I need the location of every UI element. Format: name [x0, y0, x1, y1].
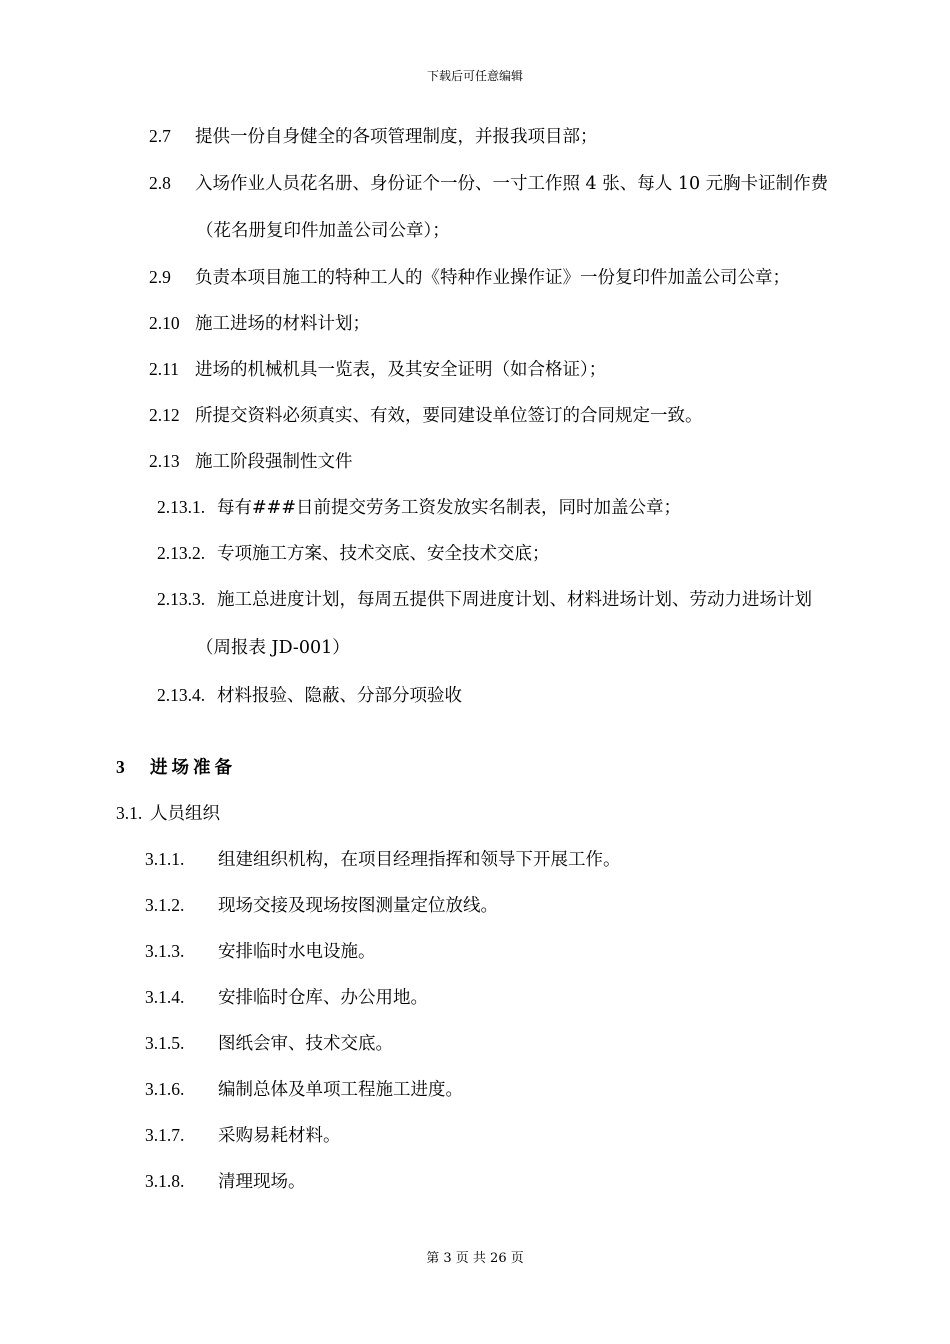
list-item — [149, 449, 353, 474]
item-number: 3.1.6. — [145, 1079, 185, 1099]
list-item — [149, 124, 598, 149]
list-item-continuation: （周报表 JD-001） — [196, 638, 350, 658]
item-text: 入场作业人员花名册、身份证个一份、一寸工作照 4 张、每人 10 元胸卡证制作费 — [195, 174, 829, 194]
item-number: 3.1.3. — [145, 941, 185, 961]
item-number: 2.9 — [149, 267, 171, 287]
list-item — [149, 311, 370, 336]
item-number: 3.1.2. — [145, 895, 185, 915]
item-number: 2.11 — [149, 359, 179, 379]
sub-list-item — [157, 683, 462, 708]
item-text: 进场的机械机具一览表，及其安全证明（如合格证）； — [195, 360, 607, 380]
subsection-heading — [116, 801, 220, 826]
item-text: 采购易耗材料。 — [218, 1126, 341, 1146]
section-title: 进场准备 — [150, 758, 236, 778]
step-item — [145, 1031, 393, 1056]
item-number: 2.13.4. — [157, 685, 206, 705]
list-item-continuation: （花名册复印件加盖公司公章）； — [196, 221, 450, 241]
sub-list-item — [157, 495, 681, 520]
page-header: 下载后可任意编辑 — [426, 69, 523, 83]
step-item — [145, 985, 428, 1010]
item-number: 2.8 — [149, 173, 171, 193]
step-item — [145, 1077, 463, 1102]
item-number: 2.13 — [149, 451, 180, 471]
item-text: 清理现场。 — [218, 1172, 306, 1192]
step-item — [145, 1123, 341, 1148]
section-number: 3 — [116, 757, 125, 777]
item-number: 2.13.3. — [157, 589, 206, 609]
item-number: 2.13.1. — [157, 497, 206, 517]
step-item — [145, 939, 376, 964]
item-text: 材料报验、隐蔽、分部分项验收 — [217, 686, 462, 706]
step-item — [145, 893, 498, 918]
item-text: 安排临时水电设施。 — [218, 942, 376, 962]
item-number: 2.13.2. — [157, 543, 206, 563]
item-number: 2.12 — [149, 405, 180, 425]
item-text: 施工进场的材料计划； — [195, 314, 370, 334]
item-number: 3.1.1. — [145, 849, 185, 869]
item-number: 3.1.7. — [145, 1125, 185, 1145]
list-item — [149, 171, 828, 196]
item-text: 所提交资料必须真实、有效，要同建设单位签订的合同规定一致。 — [195, 406, 703, 426]
item-text: 编制总体及单项工程施工进度。 — [218, 1080, 463, 1100]
subsection-number: 3.1. — [116, 803, 143, 823]
item-text: 施工总进度计划，每周五提供下周进度计划、材料进场计划、劳动力进场计划 — [217, 590, 812, 610]
page-footer: 第 3 页 共 26 页 — [426, 1251, 524, 1266]
step-item — [145, 847, 621, 872]
step-item — [145, 1169, 306, 1194]
section-heading — [116, 755, 236, 780]
item-number: 3.1.8. — [145, 1171, 185, 1191]
item-text: 图纸会审、技术交底。 — [218, 1034, 393, 1054]
item-number: 3.1.5. — [145, 1033, 185, 1053]
item-text: 提供一份自身健全的各项管理制度，并报我项目部； — [195, 127, 598, 147]
item-text: 安排临时仓库、办公用地。 — [218, 988, 428, 1008]
item-text: 组建组织机构，在项目经理指挥和领导下开展工作。 — [218, 850, 621, 870]
item-number: 2.7 — [149, 126, 171, 146]
item-text: 负责本项目施工的特种工人的《特种作业操作证》一份复印件加盖公司公章； — [195, 268, 790, 288]
subsection-title: 人员组织 — [150, 804, 220, 824]
list-item — [149, 357, 606, 382]
item-text: 每有###日前提交劳务工资发放实名制表，同时加盖公章； — [217, 498, 681, 518]
list-item — [149, 265, 790, 290]
item-text: 专项施工方案、技术交底、安全技术交底； — [217, 544, 550, 564]
item-text: 现场交接及现场按图测量定位放线。 — [218, 896, 498, 916]
item-number: 3.1.4. — [145, 987, 185, 1007]
item-number: 2.10 — [149, 313, 180, 333]
list-item — [149, 403, 703, 428]
sub-list-item — [157, 587, 812, 612]
sub-list-item — [157, 541, 550, 566]
item-text: 施工阶段强制性文件 — [195, 452, 353, 472]
